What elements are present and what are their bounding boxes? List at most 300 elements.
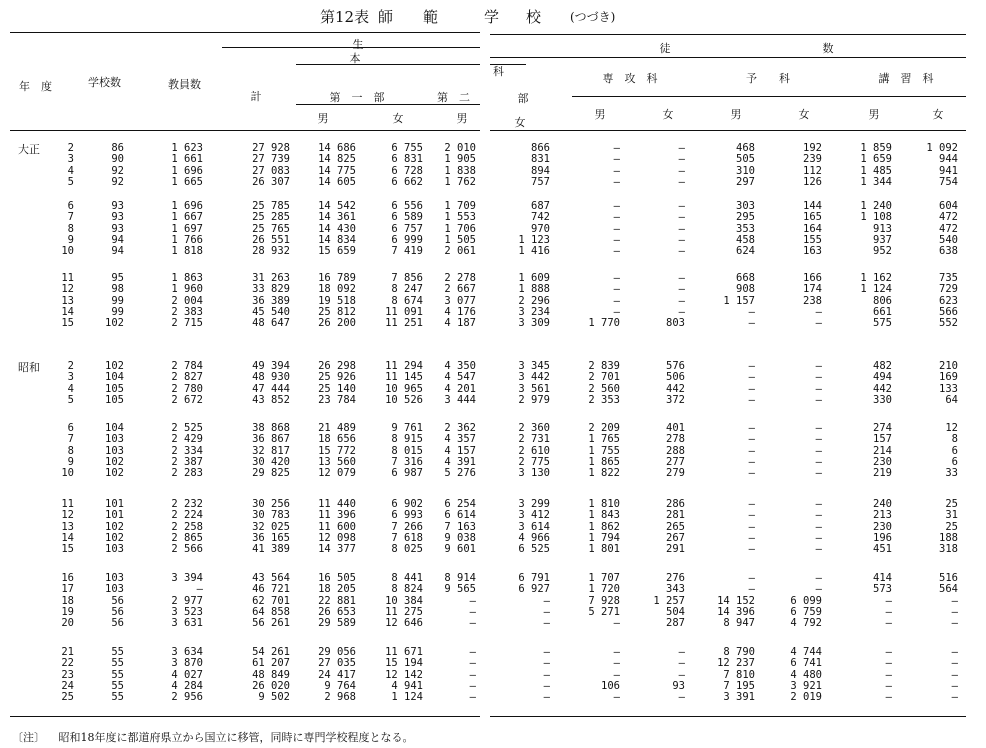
cell-f2: 3 234: [518, 305, 550, 318]
cell-kf: 516: [939, 572, 958, 584]
cell-k: 48 647: [252, 317, 290, 330]
cell-km: –: [885, 657, 892, 670]
cell-f2: –: [543, 617, 550, 630]
cell-kf: 941: [939, 164, 958, 177]
header-yoka: 予 科: [746, 72, 790, 85]
cell-km: 230: [873, 455, 892, 468]
cell-k: 43 852: [252, 393, 290, 406]
cell-f1: 12 646: [385, 617, 423, 630]
cell-yf: –: [815, 444, 822, 457]
cell-sf: 504: [666, 605, 685, 618]
cell-f2: 1 888: [518, 283, 550, 296]
cell-f1: 6 902: [391, 498, 423, 510]
cell-kf: –: [951, 646, 958, 658]
cell-t: 2 387: [171, 455, 203, 468]
cell-m1: 12 098: [318, 531, 356, 544]
cell-kf: 169: [939, 371, 958, 384]
cell-km: –: [885, 668, 892, 681]
cell-s: 94: [111, 233, 124, 246]
cell-yf: –: [815, 305, 822, 318]
cell-m2: 9 038: [444, 531, 476, 544]
cell-kf: 944: [939, 153, 958, 166]
cell-f1: 11 091: [385, 305, 423, 318]
cell-yf: 4 744: [790, 646, 822, 658]
cell-m2: 1 905: [444, 153, 476, 166]
sub-female-senkou: 女: [662, 108, 674, 121]
cell-f1: 6 755: [391, 142, 423, 154]
cell-k: 36 389: [252, 294, 290, 307]
cell-sf: 442: [666, 382, 685, 395]
cell-sf: 93: [672, 679, 685, 692]
cell-y: 12: [61, 509, 74, 522]
cell-m2: –: [469, 679, 476, 692]
cell-sf: 1 257: [653, 594, 685, 607]
cell-ym: –: [748, 520, 755, 533]
cell-kf: 564: [939, 583, 958, 596]
cell-ym: –: [748, 444, 755, 457]
cell-km: 1 859: [860, 142, 892, 154]
cell-ym: –: [748, 467, 755, 480]
cell-kf: 33: [945, 467, 958, 480]
cell-s: 105: [105, 382, 124, 395]
cell-ym: 3 391: [723, 691, 755, 704]
cell-sm: –: [613, 245, 620, 258]
cell-ym: 1 157: [723, 294, 755, 307]
cell-kf: 8: [951, 433, 958, 446]
cell-f1: 8 441: [391, 572, 423, 584]
cell-m1: 26 653: [318, 605, 356, 618]
table-row: [0, 606, 986, 618]
cell-kf: 638: [939, 245, 958, 258]
cell-m1: 14 605: [318, 175, 356, 188]
cell-m1: 14 430: [318, 222, 356, 235]
cell-sf: 343: [666, 583, 685, 596]
header-rule-left: [10, 130, 480, 131]
cell-kf: 188: [939, 531, 958, 544]
cell-yf: –: [815, 520, 822, 533]
cell-km: 214: [873, 444, 892, 457]
cell-sf: –: [678, 164, 685, 177]
cell-sm: –: [613, 657, 620, 670]
cell-y: 3: [67, 371, 74, 384]
cell-t: 1 667: [171, 211, 203, 224]
cell-k: 36 867: [252, 433, 290, 446]
cell-y: 10: [61, 245, 74, 258]
cell-s: 90: [111, 153, 124, 166]
cell-k: 32 025: [252, 520, 290, 533]
cell-f1: 8 674: [391, 294, 423, 307]
cell-kf: 604: [939, 200, 958, 212]
cell-s: 101: [105, 509, 124, 522]
cell-sf: 267: [666, 531, 685, 544]
cell-ym: 353: [736, 222, 755, 235]
cell-t: 3 634: [171, 646, 203, 658]
cell-kf: –: [951, 691, 958, 704]
cell-m2: 4 547: [444, 371, 476, 384]
cell-sf: –: [678, 305, 685, 318]
cell-m2: 5 276: [444, 467, 476, 480]
top-rule-right: [490, 34, 966, 35]
cell-sf: 288: [666, 444, 685, 457]
cell-t: 1 661: [171, 153, 203, 166]
cell-f2: 3 412: [518, 509, 550, 522]
cell-f2: –: [543, 646, 550, 658]
footnote-label: 〔注〕: [12, 731, 45, 744]
cell-k: 30 783: [252, 509, 290, 522]
cell-f2: 3 614: [518, 520, 550, 533]
cell-m1: 23 784: [318, 393, 356, 406]
cell-ym: –: [748, 583, 755, 596]
cell-kf: 133: [939, 382, 958, 395]
cell-f1: 7 266: [391, 520, 423, 533]
cell-kf: 552: [939, 317, 958, 330]
cell-sf: 278: [666, 433, 685, 446]
cell-sf: –: [678, 272, 685, 284]
cell-f2: 866: [531, 142, 550, 154]
table-row: [0, 153, 986, 165]
cell-yf: 4 792: [790, 617, 822, 630]
cell-sf: –: [678, 283, 685, 296]
cell-kf: 754: [939, 175, 958, 188]
cell-f2: –: [543, 594, 550, 607]
cell-m2: 4 391: [444, 455, 476, 468]
cell-k: 25 785: [252, 200, 290, 212]
cell-kf: 472: [939, 211, 958, 224]
cell-k: 48 849: [252, 668, 290, 681]
cell-ym: –: [748, 393, 755, 406]
cell-s: 104: [105, 422, 124, 434]
top-rule-left: [10, 32, 480, 33]
cell-y: 23: [61, 668, 74, 681]
cell-t: 4 284: [171, 679, 203, 692]
cell-f1: 1 124: [391, 691, 423, 704]
header-dai2: 第 二: [437, 91, 470, 104]
cell-s: 55: [111, 691, 124, 704]
cell-f1: 7 856: [391, 272, 423, 284]
cell-yf: –: [815, 498, 822, 510]
cell-s: 99: [111, 294, 124, 307]
cell-kf: –: [951, 657, 958, 670]
cell-f1: 10 384: [385, 594, 423, 607]
cell-t: 3 523: [171, 605, 203, 618]
cell-f1: 11 251: [385, 317, 423, 330]
cell-km: –: [885, 691, 892, 704]
cell-m2: 2 061: [444, 245, 476, 258]
title-char: 学: [484, 8, 500, 26]
cell-t: 2 827: [171, 371, 203, 384]
cell-t: 2 004: [171, 294, 203, 307]
cell-yf: 238: [803, 294, 822, 307]
cell-yf: –: [815, 543, 822, 556]
cell-sf: –: [678, 294, 685, 307]
cell-sm: –: [613, 646, 620, 658]
cell-sm: –: [613, 222, 620, 235]
cell-yf: 239: [803, 153, 822, 166]
cell-yf: –: [815, 317, 822, 330]
cell-sm: 2 353: [588, 393, 620, 406]
table-row: [0, 223, 986, 235]
cell-ym: 624: [736, 245, 755, 258]
cell-k: 26 551: [252, 233, 290, 246]
cell-m2: –: [469, 691, 476, 704]
cell-sf: 279: [666, 467, 685, 480]
cell-f1: 7 618: [391, 531, 423, 544]
cell-sm: 1 720: [588, 583, 620, 596]
cell-sf: –: [678, 211, 685, 224]
cell-kf: 6: [951, 444, 958, 457]
cell-sf: 281: [666, 509, 685, 522]
cell-s: 102: [105, 520, 124, 533]
cell-m1: 18 092: [318, 283, 356, 296]
table-row: [0, 445, 986, 457]
table-row: [0, 433, 986, 445]
cell-m2: 2 667: [444, 283, 476, 296]
cell-m2: 4 176: [444, 305, 476, 318]
cell-k: 54 261: [252, 646, 290, 658]
table-row: [0, 306, 986, 318]
cell-kf: 540: [939, 233, 958, 246]
cell-t: 1 696: [171, 164, 203, 177]
bottom-rule-right: [490, 716, 966, 717]
table-title: [0, 6, 986, 28]
cell-y: 19: [61, 605, 74, 618]
cell-t: 2 334: [171, 444, 203, 457]
cell-km: 213: [873, 509, 892, 522]
cell-y: 15: [61, 317, 74, 330]
cell-t: 2 258: [171, 520, 203, 533]
bottom-rule-left: [10, 716, 480, 717]
cell-km: 274: [873, 422, 892, 434]
footnote-text: 昭和18年度に都道府県立から国立に移管，同時に専門学校程度となる。: [58, 731, 414, 744]
cell-f2: 894: [531, 164, 550, 177]
cell-ym: –: [748, 371, 755, 384]
cell-f1: 6 662: [391, 175, 423, 188]
cell-s: 105: [105, 393, 124, 406]
sei-rule: [222, 47, 480, 48]
cell-s: 103: [105, 433, 124, 446]
cell-sm: –: [613, 164, 620, 177]
cell-t: 2 780: [171, 382, 203, 395]
cell-ym: 668: [736, 272, 755, 284]
cell-km: 806: [873, 294, 892, 307]
cell-m1: 26 298: [318, 360, 356, 372]
cell-m1: 25 140: [318, 382, 356, 395]
title-char: 師: [378, 8, 394, 26]
cell-m2: 3 077: [444, 294, 476, 307]
sub-male-yoka: 男: [730, 108, 742, 121]
cell-y: 17: [61, 583, 74, 596]
cell-k: 27 083: [252, 164, 290, 177]
cell-k: 30 256: [252, 498, 290, 510]
cell-m1: 16 789: [318, 272, 356, 284]
cell-yf: –: [815, 509, 822, 522]
cell-sf: –: [678, 691, 685, 704]
cell-sm: 1 707: [588, 572, 620, 584]
cell-t: 3 394: [171, 572, 203, 584]
cell-f1: 7 316: [391, 455, 423, 468]
cell-m1: 29 056: [318, 646, 356, 658]
cell-yf: 174: [803, 283, 822, 296]
cell-f2: 1 123: [518, 233, 550, 246]
cell-f2: 2 775: [518, 455, 550, 468]
header-koushu: 講 習 科: [878, 72, 934, 85]
cell-sm: 2 701: [588, 371, 620, 384]
cell-f2: 3 442: [518, 371, 550, 384]
cell-k: 46 721: [252, 583, 290, 596]
cell-f1: 12 142: [385, 668, 423, 681]
cell-kf: 318: [939, 543, 958, 556]
cell-ym: –: [748, 382, 755, 395]
cell-f2: 2 979: [518, 393, 550, 406]
header-bu: 部: [517, 92, 529, 105]
cell-km: 573: [873, 583, 892, 596]
cell-m2: 7 163: [444, 520, 476, 533]
cell-ym: –: [748, 498, 755, 510]
cell-ym: 8 790: [723, 646, 755, 658]
cell-m1: 14 377: [318, 543, 356, 556]
cell-yf: –: [815, 360, 822, 372]
cell-km: 442: [873, 382, 892, 395]
cell-ym: 297: [736, 175, 755, 188]
cell-s: 94: [111, 245, 124, 258]
cell-sm: –: [613, 305, 620, 318]
cell-sf: 276: [666, 572, 685, 584]
cell-yf: 3 921: [790, 679, 822, 692]
cell-t: 2 672: [171, 393, 203, 406]
cell-t: 1 863: [171, 272, 203, 284]
cell-m1: 12 079: [318, 467, 356, 480]
cell-t: 4 027: [171, 668, 203, 681]
cell-f2: 3 130: [518, 467, 550, 480]
table-row: [0, 317, 986, 329]
table-row: [0, 211, 986, 223]
sub-male-koushu: 男: [868, 108, 880, 121]
cell-y: 21: [61, 646, 74, 658]
cell-m2: 2 362: [444, 422, 476, 434]
cell-f1: 6 831: [391, 153, 423, 166]
cell-f1: 4 941: [391, 679, 423, 692]
cell-km: 1 162: [860, 272, 892, 284]
cell-k: 27 928: [252, 142, 290, 154]
cell-f1: 9 761: [391, 422, 423, 434]
cell-f2: 757: [531, 175, 550, 188]
cell-m1: 16 505: [318, 572, 356, 584]
cell-f2: 831: [531, 153, 550, 166]
cell-km: 1 659: [860, 153, 892, 166]
cell-m1: 14 825: [318, 153, 356, 166]
cell-f1: 6 999: [391, 233, 423, 246]
table-row: [0, 467, 986, 479]
cell-k: 25 285: [252, 211, 290, 224]
cell-y: 9: [67, 455, 74, 468]
cell-kf: 1 092: [926, 142, 958, 154]
cell-t: 1 766: [171, 233, 203, 246]
cell-y: 6: [67, 422, 74, 434]
cell-sm: –: [613, 294, 620, 307]
cell-m2: 4 357: [444, 433, 476, 446]
cell-s: 102: [105, 467, 124, 480]
header-ka: 科: [493, 65, 504, 78]
cell-k: 48 930: [252, 371, 290, 384]
cell-m1: 27 035: [318, 657, 356, 670]
cell-m2: 2 278: [444, 272, 476, 284]
cell-t: 2 383: [171, 305, 203, 318]
cell-sf: 506: [666, 371, 685, 384]
cell-k: 62 701: [252, 594, 290, 607]
cell-t: –: [196, 583, 203, 596]
cell-ym: –: [748, 433, 755, 446]
cell-s: 55: [111, 679, 124, 692]
cell-sm: 106: [601, 679, 620, 692]
cell-yf: –: [815, 467, 822, 480]
table-row: [0, 498, 986, 510]
cell-s: 92: [111, 175, 124, 188]
cell-f1: 8 015: [391, 444, 423, 457]
cell-m1: 9 764: [324, 679, 356, 692]
cell-y: 10: [61, 467, 74, 480]
header-rule-right: [490, 130, 966, 131]
table-row: [0, 360, 986, 372]
cell-km: 157: [873, 433, 892, 446]
cell-y: 14: [61, 305, 74, 318]
cell-m1: 18 656: [318, 433, 356, 446]
cell-yf: 164: [803, 222, 822, 235]
cell-sm: 2 560: [588, 382, 620, 395]
cell-m1: 14 686: [318, 142, 356, 154]
cell-y: 25: [61, 691, 74, 704]
cell-sf: 265: [666, 520, 685, 533]
cell-km: 482: [873, 360, 892, 372]
cell-k: 64 858: [252, 605, 290, 618]
cell-k: 26 307: [252, 175, 290, 188]
cell-y: 5: [67, 175, 74, 188]
cell-m1: 14 542: [318, 200, 356, 212]
cell-k: 25 765: [252, 222, 290, 235]
cell-f1: 10 526: [385, 393, 423, 406]
cell-k: 29 825: [252, 467, 290, 480]
cell-f1: 6 987: [391, 467, 423, 480]
cell-ym: 8 947: [723, 617, 755, 630]
cell-km: –: [885, 594, 892, 607]
cell-m2: 9 565: [444, 583, 476, 596]
sub-male-senkou: 男: [594, 108, 606, 121]
cell-t: 2 283: [171, 467, 203, 480]
cell-t: 2 429: [171, 433, 203, 446]
cell-m2: 6 614: [444, 509, 476, 522]
cell-kf: –: [951, 679, 958, 692]
cell-kf: 623: [939, 294, 958, 307]
table-row: [0, 543, 986, 555]
cell-f2: 970: [531, 222, 550, 235]
table-row: [0, 521, 986, 533]
cell-km: 196: [873, 531, 892, 544]
cell-sm: –: [613, 668, 620, 681]
table-row: [0, 394, 986, 406]
cell-m2: 6 254: [444, 498, 476, 510]
cell-yf: 126: [803, 175, 822, 188]
cell-m2: –: [469, 605, 476, 618]
cell-y: 8: [67, 444, 74, 457]
cell-k: 32 817: [252, 444, 290, 457]
cell-kf: 472: [939, 222, 958, 235]
cell-sm: –: [613, 272, 620, 284]
cell-kf: 31: [945, 509, 958, 522]
cell-sf: 372: [666, 393, 685, 406]
table-row: [0, 165, 986, 177]
cell-t: 1 696: [171, 200, 203, 212]
table-row: [0, 583, 986, 595]
cell-f2: –: [543, 679, 550, 692]
